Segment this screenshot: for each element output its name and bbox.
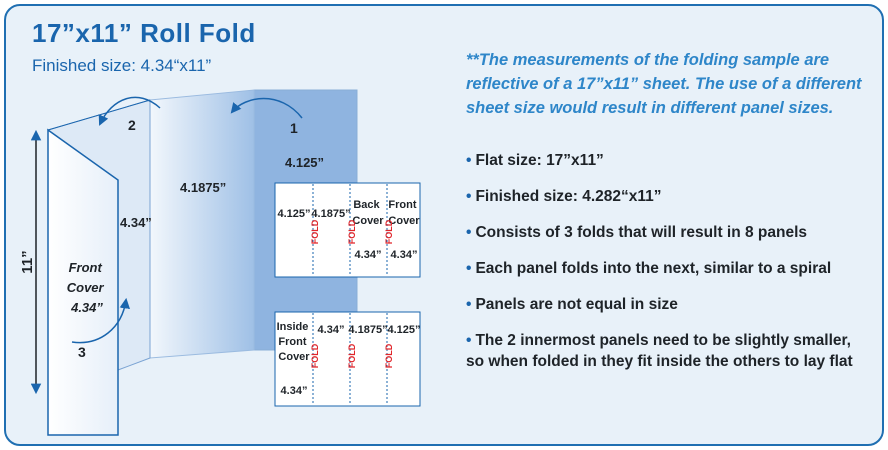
bullet-dot-icon: •	[466, 224, 472, 241]
sheet-top-panel-4-size: 4.34”	[390, 249, 418, 261]
flat-sheet-top	[275, 183, 420, 277]
finished-size-subtitle: Finished size: 4.34“x11”	[32, 56, 212, 75]
back-panel-width: 4.125”	[285, 155, 325, 170]
bullet-dot-icon: •	[466, 296, 472, 313]
height-label: 11”	[19, 250, 36, 274]
bullet-spiral: • Each panel folds into the next, similar to a spiral	[466, 260, 832, 277]
middle-panel-width: 4.1875”	[180, 180, 227, 195]
front-cover-label: Front Cover 4.34”	[66, 260, 104, 315]
fold-number-1: 1	[290, 120, 298, 136]
bullet-dot-icon: •	[466, 332, 472, 349]
page-title: 17”x11” Roll Fold	[32, 18, 256, 48]
sheet-bottom-panel-4-label: 4.125”	[387, 324, 421, 336]
fold-mark: FOLD	[347, 219, 357, 245]
fold-mark: FOLD	[310, 343, 320, 369]
fold-mark: FOLD	[384, 343, 394, 369]
flat-sheet-bottom	[275, 312, 421, 406]
sheet-bottom-panel-2-label: 4.34”	[317, 324, 345, 336]
fold-number-3: 3	[78, 344, 86, 360]
sheet-top-panel-1-label: 4.125”	[277, 208, 311, 220]
bullet-finished-size: • Finished size: 4.282“x11”	[466, 188, 662, 205]
bullet-innermost: • The 2 innermost panels need to be slightly smaller, so when folded in they fit inside the others to lay flat	[466, 332, 853, 370]
fold-number-2: 2	[128, 117, 136, 133]
sheet-top-panel-4-label: Front Cover	[388, 199, 420, 227]
measurement-note: **The measurements of the folding sample are reflective of a 17”x11” sheet. The use of a different sheet size would result in different panel sizes.	[466, 51, 862, 117]
bullet-folds: • Consists of 3 folds that will result in 8 panels	[466, 224, 808, 241]
sheet-top-panel-2-label: 4.1875”	[311, 208, 351, 220]
sheet-bottom-panel-1-size: 4.34”	[280, 385, 308, 397]
fold-mark: FOLD	[347, 343, 357, 369]
sheet-top-panel-3-size: 4.34”	[354, 249, 382, 261]
bullet-unequal: • Panels are not equal in size	[466, 296, 678, 313]
sheet-bottom-panel-1-label: Inside Front Cover	[276, 321, 310, 363]
sheet-top-panel-3-label: Back Cover	[352, 199, 384, 227]
bullet-dot-icon: •	[466, 260, 472, 277]
sheet-bottom-panel-3-label: 4.1875”	[348, 324, 388, 336]
front-panel-width: 4.34”	[120, 215, 152, 230]
bullet-flat-size: • Flat size: 17”x11”	[466, 152, 604, 169]
fold-mark: FOLD	[384, 219, 394, 245]
bullet-dot-icon: •	[466, 188, 472, 205]
middle-panel	[150, 90, 254, 358]
fold-mark: FOLD	[310, 219, 320, 245]
bullet-dot-icon: •	[466, 152, 472, 169]
